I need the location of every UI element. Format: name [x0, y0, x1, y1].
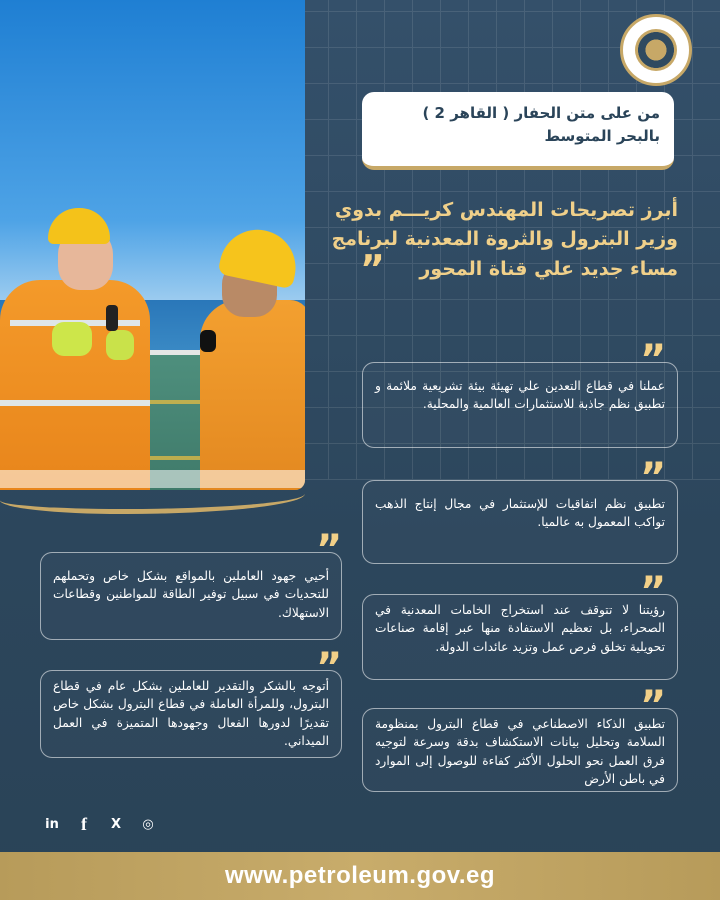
quote-mark-icon: ” [640, 337, 667, 383]
quote-card [362, 480, 678, 564]
instagram-icon[interactable]: ◎ [142, 817, 154, 832]
minister-figure [0, 280, 150, 490]
quote-mark-icon: ” [316, 645, 343, 691]
quote-mark-icon: ” [316, 527, 343, 573]
quote-card [40, 552, 342, 640]
location-title-box [362, 92, 674, 170]
quote-mark-icon: ” [360, 247, 385, 291]
linkedin-icon[interactable]: in [45, 817, 59, 832]
quote-text: عملنا في قطاع التعدين علي تهيئة بيئة تشريعية ملائمة و تطبيق نظم جاذبة للاستثمارات العالمية والمحلية. [375, 379, 665, 412]
location-title: من على متن الحفار ( القاهر 2 ) بالبحر المتوسط [422, 104, 660, 146]
social-links [44, 814, 156, 835]
microphone-icon [106, 305, 118, 331]
quote-text: تطبيق نظم اتفاقيات للإستثمار في مجال إنتاج الذهب تواكب المعمول به عالميا. [375, 497, 665, 530]
interview-photo [0, 0, 305, 490]
quote-text: أحيي جهود العاملين بالمواقع بشكل خاص وتحملهم للتحديات في سبيل توفير الطاقة للمواطنين وقطاعات الاستهلاك. [53, 569, 329, 620]
headline: أبرز تصريحات المهندس كريـــم بدوي وزير البترول والثروة المعدنية لبرنامج مساء جديد علي قناة المحور [331, 199, 678, 280]
quote-text: أتوجه بالشكر والتقدير للعاملين بشكل عام في قطاع البترول، وللمرأة العاملة في قطاع البترول بشكل خاص تقديرًا لدورها الفعال وجهودها المتميزة في العمل الميداني. [53, 679, 329, 748]
quote-mark-icon: ” [640, 683, 667, 729]
website-link[interactable]: www.petroleum.gov.eg [224, 862, 496, 889]
quote-card [362, 708, 678, 792]
quote-mark-icon: ” [640, 455, 667, 501]
gold-swoosh [0, 480, 305, 514]
quote-card [362, 362, 678, 448]
reporter-figure [200, 300, 305, 490]
microphone-icon [200, 330, 216, 352]
x-icon[interactable]: X [110, 817, 122, 832]
quote-card [362, 594, 678, 680]
footer-bar [0, 852, 720, 900]
quote-card [40, 670, 342, 758]
eagle-emblem-icon [635, 29, 677, 71]
facebook-icon[interactable]: f [81, 814, 87, 834]
quote-text: رؤيتنا لا تتوقف عند استخراج الخامات المعدنية في الصحراء، بل تعظيم الاستفادة منها عبر إقامة صناعات تحويلية تخلق فرص عمل وتزيد عائدات الدولة. [375, 603, 665, 654]
quote-mark-icon: ” [640, 569, 667, 615]
ministry-logo [620, 14, 692, 86]
quote-text: تطبيق الذكاء الاصطناعي في قطاع البترول بمنظومة السلامة وتحليل بيانات الاستكشاف بدقة وسرعة لتوجيه فرق العمل نحو الحلول الأكثر كفاءة للوصول إلى الموارد في باطن الأرض [375, 717, 665, 786]
